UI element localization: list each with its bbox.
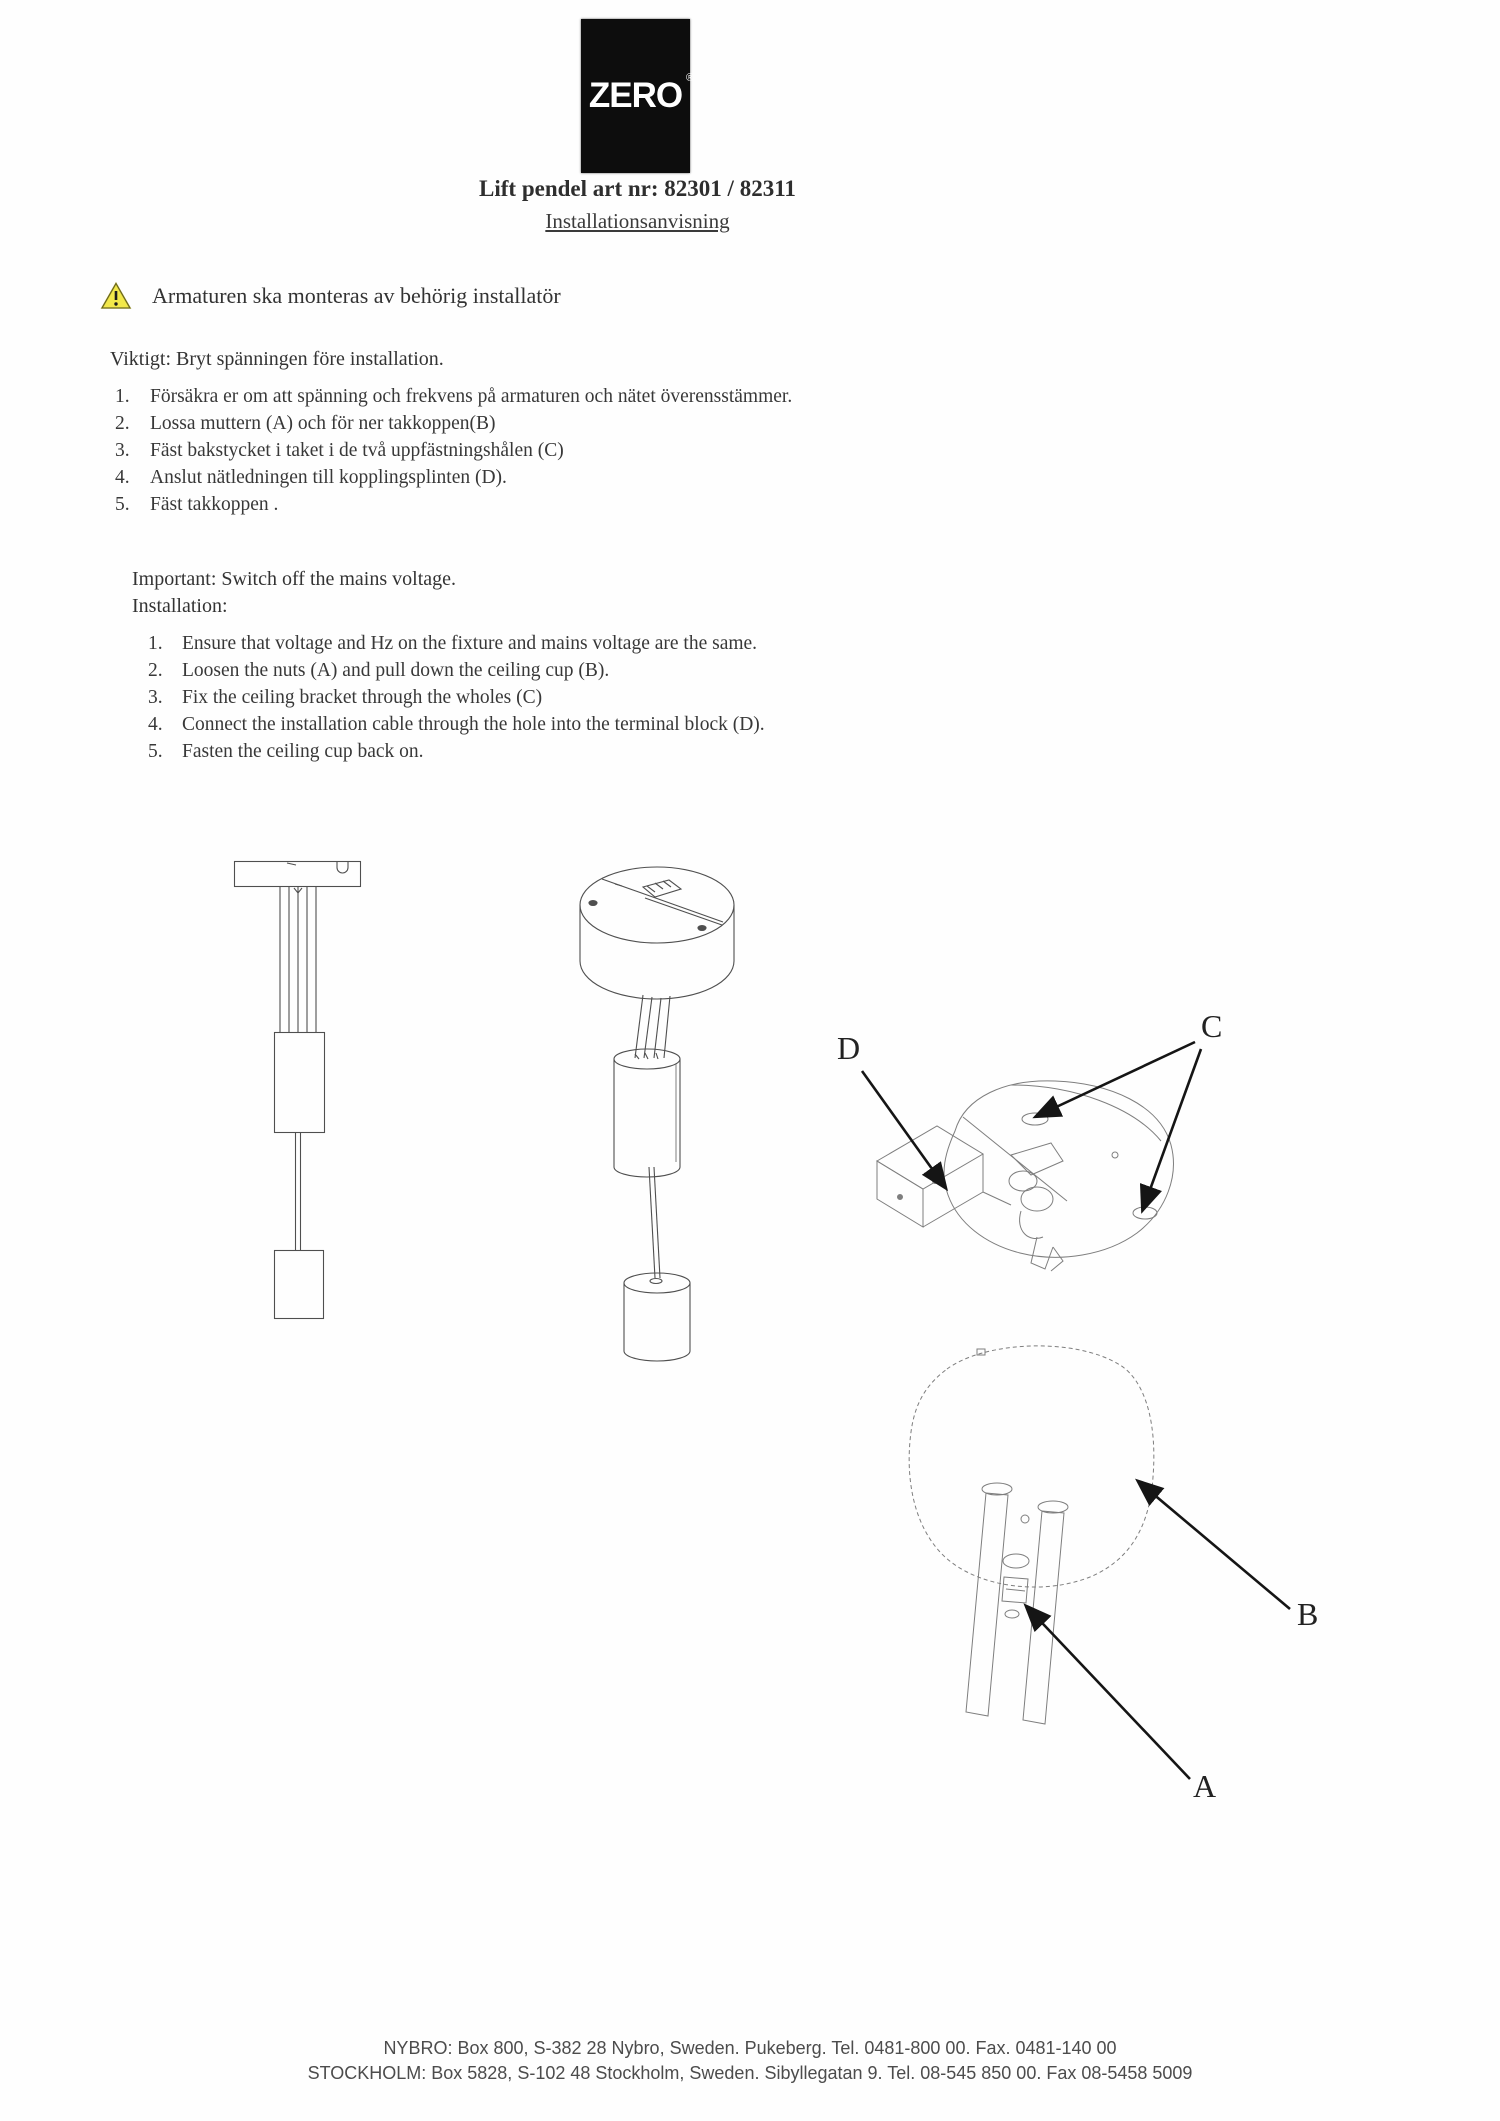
english-heading: Important: Switch off the mains voltage. [132, 568, 457, 590]
lamp-cylinder-shape [275, 1251, 324, 1319]
item-text: Loosen the nuts (A) and pull down the ceiling cup (B). [182, 660, 610, 681]
item-text: Försäkra er om att spänning och frekvens på armaturen och nätet överensstämmer. [150, 386, 793, 407]
ceiling-bracket-shape [235, 862, 361, 887]
item-text: Anslut nätledningen till kopplingsplinten (D). [150, 467, 507, 488]
canopy-shape [580, 867, 734, 943]
label-b: B [1297, 1596, 1319, 1632]
arrow-to-hole-top [1037, 1042, 1195, 1116]
swedish-steps [115, 383, 1115, 518]
list-item [115, 464, 1115, 491]
pendant-elevation-drawing [224, 852, 374, 1332]
swedish-heading: Viktigt: Bryt spänningen före installation. [110, 348, 444, 370]
list-item [148, 684, 1128, 711]
list-item [148, 738, 1128, 765]
item-text: Fäst takkoppen . [150, 494, 279, 515]
list-item [148, 711, 1128, 738]
arrow-to-ceiling-cup [1139, 1482, 1290, 1609]
ceiling-bracket-exploded-drawing [815, 985, 1245, 1315]
item-number: 2. [115, 413, 130, 434]
list-item [115, 437, 1115, 464]
screw-left-shape [966, 1493, 1008, 1716]
tube-top-shape [614, 1049, 680, 1069]
terminal-block-shape [877, 1126, 983, 1189]
bracket-plate-shape [944, 1081, 1173, 1257]
item-text: Connect the installation cable through the hole into the terminal block (D). [182, 714, 765, 735]
item-number: 1. [148, 633, 163, 654]
list-item [148, 657, 1128, 684]
mounting-hole-right [1133, 1207, 1157, 1219]
item-text: Fix the ceiling bracket through the wholes (C) [182, 687, 543, 708]
warning-icon [100, 281, 132, 311]
footer-stockholm: STOCKHOLM: Box 5828, S-102 48 Stockholm, Sweden. Sibyllegatan 9. Tel. 08-545 850 00. Fax 08-5458 5009 [307, 2063, 1193, 2083]
item-number: 4. [148, 714, 163, 735]
arrow-to-nut [1027, 1607, 1190, 1779]
mounting-hole-top [1022, 1113, 1048, 1125]
lift-tube-shape [275, 1033, 325, 1133]
warning-text: Armaturen ska monteras av behörig installatör [152, 283, 561, 308]
item-text: Fäst bakstycket i taket i de två uppfästningshålen (C) [150, 440, 564, 461]
item-number: 5. [115, 494, 130, 515]
zero-logo-word: ZERO [588, 76, 683, 115]
label-a: A [1193, 1768, 1217, 1804]
item-number: 2. [148, 660, 163, 681]
registered-mark: ® [686, 72, 694, 84]
item-text: Lossa muttern (A) och för ner takkoppen(B) [150, 413, 496, 434]
label-c: C [1201, 1008, 1223, 1044]
pendant-perspective-drawing [555, 862, 745, 1362]
footer-nybro: NYBRO: Box 800, S-382 28 Nybro, Sweden. Pukeberg. Tel. 0481-800 00. Fax. 0481-140 00 [383, 2038, 1117, 2058]
item-number: 1. [115, 386, 130, 407]
item-text: Fasten the ceiling cup back on. [182, 741, 424, 762]
zero-logo-text [588, 72, 694, 116]
list-item [115, 491, 1115, 518]
item-number: 3. [115, 440, 130, 461]
screw-right-shape [1023, 1511, 1064, 1724]
list-item [115, 410, 1115, 437]
ceiling-cup-drawing [885, 1327, 1375, 1837]
english-steps [148, 630, 1128, 765]
page-title: Lift pendel art nr: 82301 / 82311 [479, 176, 796, 201]
zero-logo [581, 19, 694, 173]
page-subtitle: Installationsanvisning [545, 209, 730, 233]
item-text: Ensure that voltage and Hz on the fixture and mains voltage are the same. [182, 633, 758, 654]
list-item [148, 630, 1128, 657]
item-number: 4. [115, 467, 130, 488]
arrow-to-hole-right [1143, 1049, 1201, 1209]
label-d: D [837, 1030, 861, 1066]
english-subheading: Installation: [132, 595, 228, 617]
list-item [115, 383, 1115, 410]
ceiling-cup-shape [909, 1346, 1154, 1587]
item-number: 5. [148, 741, 163, 762]
installer-warning [100, 281, 561, 311]
item-number: 3. [148, 687, 163, 708]
footer-addresses [0, 2036, 1500, 2086]
